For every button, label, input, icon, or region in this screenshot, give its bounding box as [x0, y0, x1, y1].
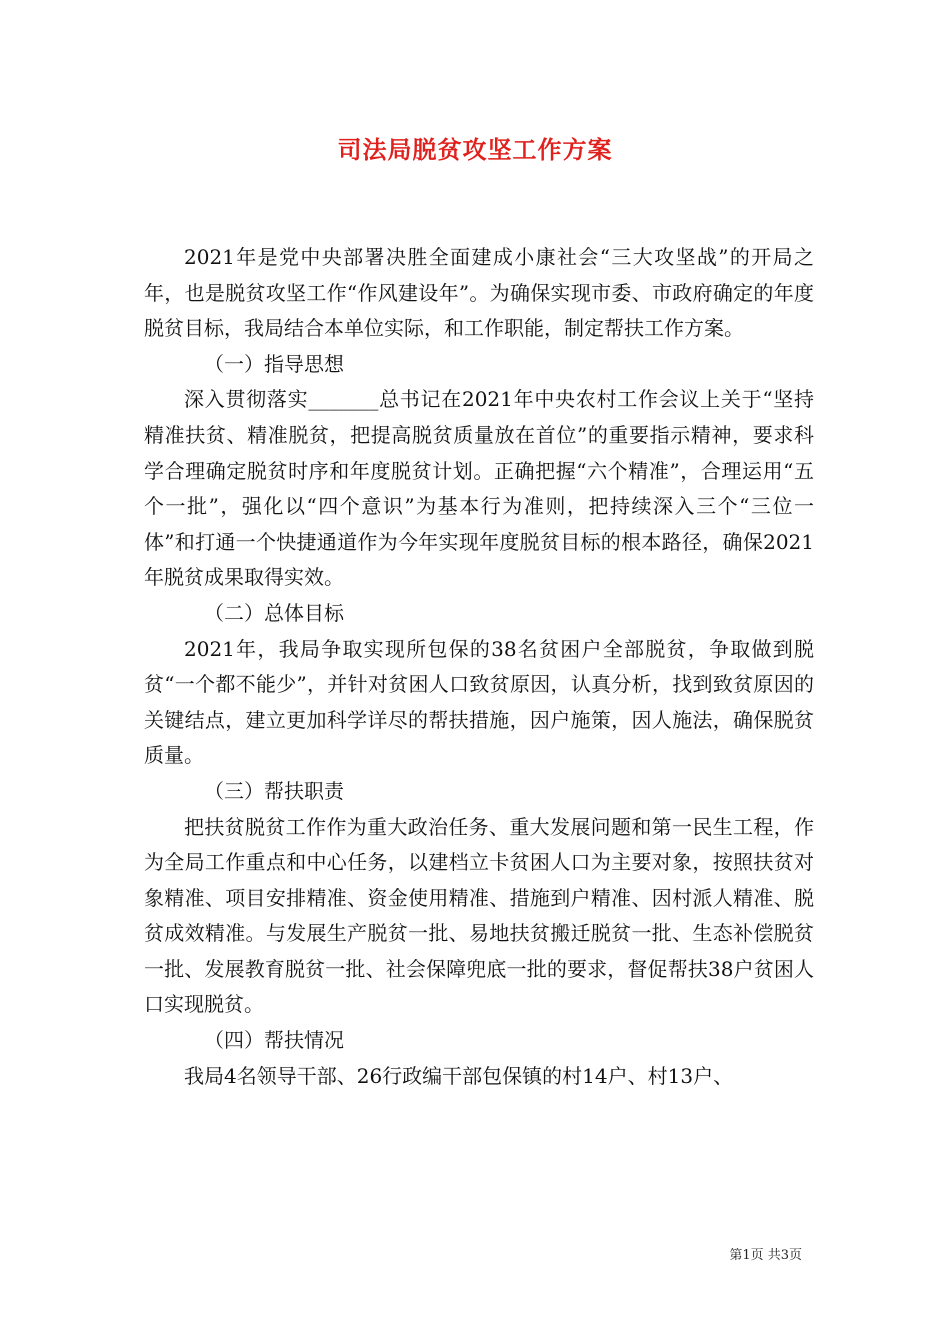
assistance-status-paragraph: 我局4名领导干部、26行政编干部包保镇的村14户、村13户、 [184, 1063, 734, 1088]
section-heading-assistance-status: （四）帮扶情况 [204, 1028, 344, 1053]
assistance-duties-paragraph: 把扶贫脱贫工作作为重大政治任务、重大发展问题和第一民生工程，作为全局工作重点和中心任务，以建档立卡贫困人口为主要对象，按照扶贫对象精准、项目安排精准、资金使用精准、措施到户精准、因村派人精准、脱贫成效精准。与发展生产脱贫一批、易地扶贫搬迁脱贫一批、生态补偿脱贫一批、发展教育脱贫一批、社会保障兜底一批的要求，督促帮扶38户贫困人口实现脱贫。 [144, 814, 814, 1017]
page-number-footer: 第1页 共3页 [729, 1248, 802, 1263]
section-heading-overall-goal: （二）总体目标 [204, 600, 344, 625]
overall-goal-paragraph: 2021年，我局争取实现所包保的38名贫困户全部脱贫，争取做到脱贫“一个都不能少”，并针对贫困人口致贫原因，认真分析，找到致贫原因的关键结点，建立更加科学详尽的帮扶措施，因户施策，因人施法，确保脱贫质量。 [144, 636, 814, 768]
guiding-thought-paragraph: 深入贯彻落实_______总书记在2021年中央农村工作会议上关于“坚持精准扶贫、精准脱贫，把提高脱贫质量放在首位”的重要指示精神，要求科学合理确定脱贫时序和年度脱贫计划。正确把握“六个精准”，合理运用“五个一批”，强化以“四个意识”为基本行为准则，把持续深入三个“三位一体”和打通一个快捷通道作为今年实现年度脱贫目标的根本路径，确保2021年脱贫成果取得实效。 [144, 387, 814, 590]
section-heading-assistance-duties: （三）帮扶职责 [204, 778, 344, 803]
document-body [144, 240, 814, 1094]
intro-paragraph: 2021年是党中央部署决胜全面建成小康社会“三大攻坚战”的开局之年，也是脱贫攻坚工作“作风建设年”。为确保实现市委、市政府确定的年度脱贫目标，我局结合本单位实际，和工作职能，制定帮扶工作方案。 [144, 245, 814, 341]
document-title: 司法局脱贫攻坚工作方案 [337, 135, 613, 164]
section-heading-guiding-thought: （一）指导思想 [204, 351, 344, 376]
